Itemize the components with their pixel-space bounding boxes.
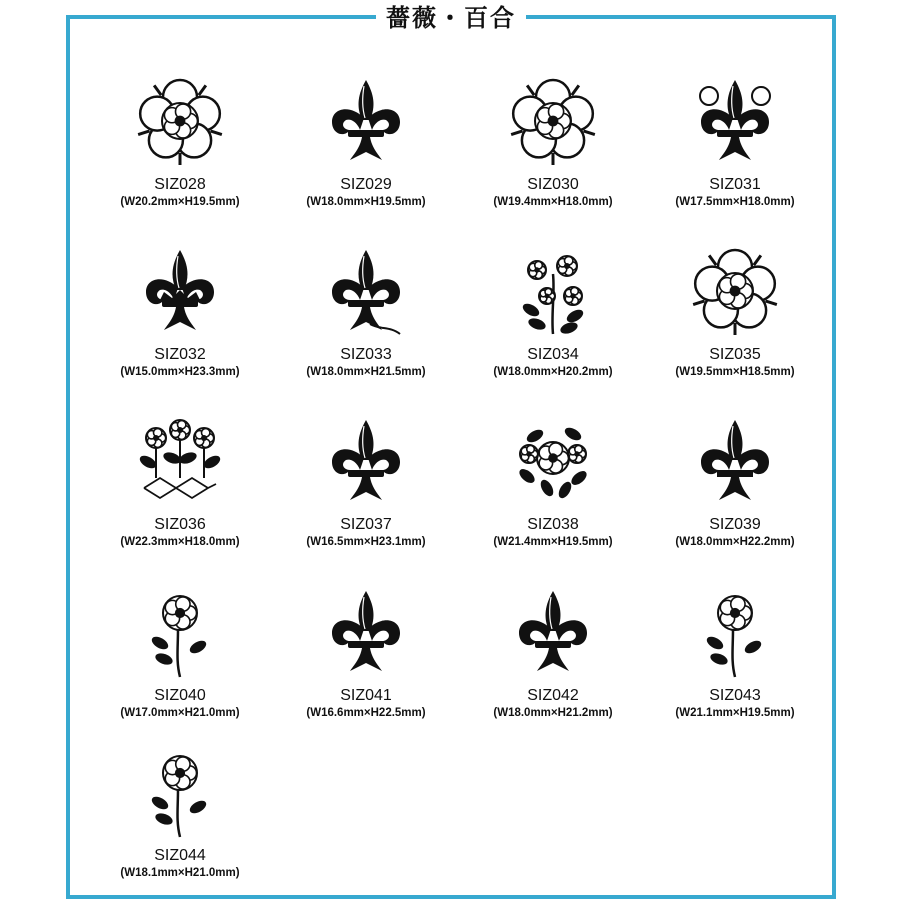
- stamp-code: SIZ040: [154, 687, 206, 704]
- stamp-code: SIZ039: [709, 516, 761, 533]
- stamp-item: [276, 414, 456, 549]
- fleur-de-lis-icon: [507, 585, 599, 679]
- stamp-code: SIZ036: [154, 516, 206, 533]
- stamp-size: (W18.0mm×H21.5mm): [306, 366, 426, 378]
- stamp-item: [90, 414, 270, 549]
- fleur-de-lis-icon: [320, 74, 412, 168]
- stamp-item: [276, 244, 456, 379]
- fleur-de-lis-icon: [320, 585, 412, 679]
- stamp-size: (W19.5mm×H18.5mm): [675, 366, 795, 378]
- stamp-grid: [70, 19, 832, 895]
- stamp-size: (W18.1mm×H21.0mm): [120, 867, 240, 879]
- stamp-code: SIZ044: [154, 847, 206, 864]
- stamp-size: (W18.0mm×H19.5mm): [306, 196, 426, 208]
- stamp-code: SIZ030: [527, 176, 579, 193]
- stamp-item: [645, 414, 825, 549]
- rose-stem-icon: [134, 745, 226, 839]
- fleur-de-lis-icon: [320, 414, 412, 508]
- stamp-code: SIZ043: [709, 687, 761, 704]
- stamp-code: SIZ041: [340, 687, 392, 704]
- stamp-size: (W18.0mm×H20.2mm): [493, 366, 613, 378]
- stamp-item: [276, 585, 456, 720]
- stamp-size: (W15.0mm×H23.3mm): [120, 366, 240, 378]
- stamp-code: SIZ037: [340, 516, 392, 533]
- stamp-size: (W17.0mm×H21.0mm): [120, 707, 240, 719]
- rose-bouquet-icon: [507, 414, 599, 508]
- stamp-size: (W18.0mm×H21.2mm): [493, 707, 613, 719]
- stamp-code: SIZ038: [527, 516, 579, 533]
- stamp-size: (W22.3mm×H18.0mm): [120, 536, 240, 548]
- solid-fleur-de-lis-icon: [689, 414, 781, 508]
- stamp-size: (W16.6mm×H22.5mm): [306, 707, 426, 719]
- stamp-code: SIZ035: [709, 346, 761, 363]
- stamp-item: [90, 74, 270, 209]
- stamp-item: [90, 244, 270, 379]
- stamp-item: [463, 585, 643, 720]
- stamp-item: [463, 244, 643, 379]
- stamp-size: (W21.1mm×H19.5mm): [675, 707, 795, 719]
- stamp-code: SIZ028: [154, 176, 206, 193]
- tudor-rose-icon: [689, 244, 781, 338]
- stamp-size: (W19.4mm×H18.0mm): [493, 196, 613, 208]
- stamp-item: [463, 74, 643, 209]
- stamp-item: [645, 585, 825, 720]
- stamp-code: SIZ032: [154, 346, 206, 363]
- crowned-fleur-de-lis-icon: [134, 244, 226, 338]
- ornate-fleur-de-lis-icon: [689, 74, 781, 168]
- catalog-frame: [66, 4, 836, 899]
- stamp-item: [276, 74, 456, 209]
- stamp-item: [90, 585, 270, 720]
- stamp-item: [645, 74, 825, 209]
- stamp-size: (W16.5mm×H23.1mm): [306, 536, 426, 548]
- stamp-size: (W18.0mm×H22.2mm): [675, 536, 795, 548]
- stamp-item: [90, 745, 270, 880]
- stamp-code: SIZ031: [709, 176, 761, 193]
- serpent-fleur-de-lis-icon: [320, 244, 412, 338]
- stamp-size: (W20.2mm×H19.5mm): [120, 196, 240, 208]
- stamp-code: SIZ029: [340, 176, 392, 193]
- tudor-rose-icon: [507, 74, 599, 168]
- stamp-size: (W17.5mm×H18.0mm): [675, 196, 795, 208]
- rose-stem-icon: [134, 585, 226, 679]
- three-roses-icon: [134, 414, 226, 508]
- stamp-code: SIZ042: [527, 687, 579, 704]
- stamp-size: (W21.4mm×H19.5mm): [493, 536, 613, 548]
- stamp-item: [645, 244, 825, 379]
- rose-branch-icon: [507, 244, 599, 338]
- page-title: 薔薇・百合: [376, 3, 526, 33]
- stamp-code: SIZ034: [527, 346, 579, 363]
- tudor-rose-icon: [134, 74, 226, 168]
- rose-stem-icon: [689, 585, 781, 679]
- stamp-code: SIZ033: [340, 346, 392, 363]
- stamp-item: [463, 414, 643, 549]
